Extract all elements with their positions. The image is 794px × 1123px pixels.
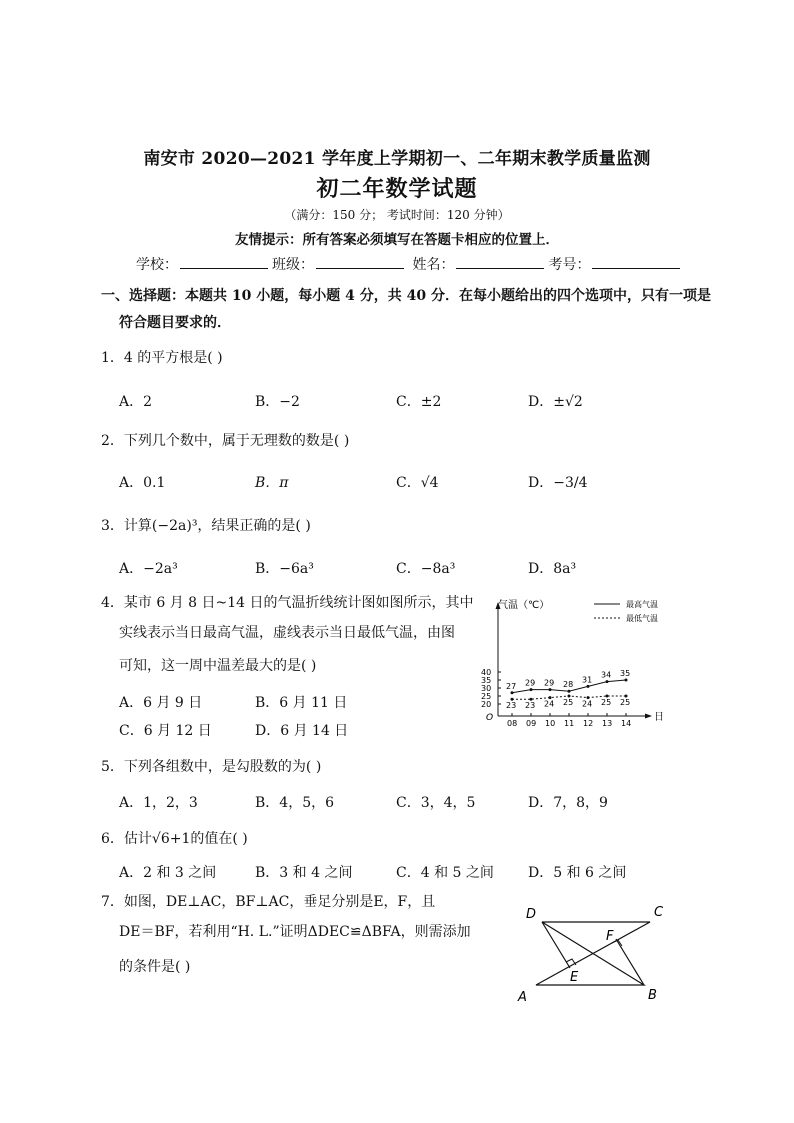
q5-option-a: A．1，2，3 [119, 795, 198, 811]
q4-option-b: B．6 月 11 日 [255, 695, 348, 711]
label-d: D [526, 907, 537, 922]
min-temp-label: 23 [525, 701, 536, 711]
q1-option-a: A．2 [119, 394, 153, 410]
legend-min: 最低气温 [626, 614, 658, 623]
question-4-stem-line2: 实线表示当日最高气温，虚线表示当日最低气温，由图 [119, 625, 455, 641]
max-temp-label: 31 [582, 675, 593, 685]
segment-bf [616, 939, 644, 985]
school-label: 学校： [136, 257, 178, 273]
q2-option-a: A．0.1 [119, 475, 166, 491]
x-tick-label: 10 [545, 719, 556, 726]
q6-option-b: B．3 和 4 之间 [255, 865, 353, 881]
min-temp-label: 25 [620, 698, 631, 707]
max-temp-point [606, 680, 609, 683]
q6-option-a: A．2 和 3 之间 [119, 865, 217, 881]
y-tick-label: 20 [481, 700, 492, 709]
temperature-line-chart [476, 594, 672, 726]
x-tick-label: 09 [526, 719, 537, 726]
origin-label: O [486, 713, 494, 723]
question-4-stem-line1: 4．某市 6 月 8 日~14 日的气温折线统计图如图所示，其中 [101, 595, 474, 611]
label-c: C [654, 905, 664, 920]
max-temp-point [568, 690, 571, 693]
q6-option-c: C．4 和 5 之间 [396, 865, 494, 881]
q2-option-b: B．π [255, 475, 289, 491]
label-b: B [648, 988, 657, 1003]
school-blank [180, 256, 268, 269]
exam-title: 南安市 2020—2021 学年度上学期初一、二年期末教学质量监测 [143, 149, 651, 169]
y-axis-label: 气温（℃） [498, 600, 550, 611]
question-5-stem: 5．下列各组数中，是勾股数的为( ) [101, 759, 322, 775]
max-temp-point [549, 688, 552, 691]
min-temp-label: 24 [544, 699, 555, 709]
name-blank [456, 256, 544, 269]
q4-option-c: C．6 月 12 日 [119, 723, 212, 739]
label-a: A [518, 990, 527, 1005]
min-temp-label: 24 [582, 699, 593, 709]
question-2-stem: 2．下列几个数中，属于无理数的数是( ) [101, 433, 350, 449]
q4-option-d: D．6 月 14 日 [255, 723, 349, 739]
q2-option-c: C．√4 [396, 475, 439, 491]
max-temp-label: 27 [506, 681, 517, 691]
y-tick-label: 35 [481, 676, 492, 685]
q5-option-d: D．7，8，9 [528, 795, 608, 811]
class-blank [316, 256, 404, 269]
segment-de [542, 922, 570, 968]
question-7-stem-line3: 的条件是( ) [119, 959, 191, 975]
question-6-stem: 6．估计√6+1的值在( ) [101, 831, 248, 847]
section-heading: 一、选择题：本题共 10 小题，每小题 4 分，共 40 分．在每小题给出的四个选项中，只有一项是 [101, 288, 711, 304]
max-temp-point [530, 688, 533, 691]
question-4-stem-line3: 可知，这一周中温差最大的是( ) [119, 658, 317, 674]
x-tick-label: 11 [564, 719, 575, 726]
q2-option-d: D．−3/4 [528, 475, 588, 491]
x-tick-label: 08 [507, 719, 518, 726]
max-temp-label: 29 [544, 678, 555, 688]
right-angle-f [612, 940, 622, 946]
x-tick-label: 12 [583, 719, 594, 726]
question-3-stem: 3．计算(−2a)³，结果正确的是( ) [101, 518, 311, 534]
max-temp-label: 35 [620, 669, 631, 678]
q5-option-b: B．4，5，6 [255, 795, 335, 811]
x-tick-label: 14 [621, 719, 632, 726]
q3-option-d: D．8a³ [528, 561, 577, 577]
y-tick-label: 40 [481, 668, 492, 677]
figure-outline [536, 922, 650, 985]
y-tick-label: 25 [481, 692, 492, 701]
max-temp-label: 28 [563, 680, 574, 690]
geometry-figure-7 [508, 900, 678, 1010]
question-1-stem: 1．4 的平方根是( ) [101, 350, 223, 366]
q3-option-c: C．−8a³ [396, 561, 456, 577]
max-temp-label: 34 [601, 670, 612, 680]
label-e: E [570, 970, 579, 985]
max-temp-point [587, 685, 590, 688]
legend-max: 最高气温 [626, 600, 658, 609]
y-tick-label: 30 [481, 684, 492, 693]
number-label: 考号： [548, 257, 591, 273]
student-info-fields [136, 254, 684, 274]
q5-option-c: C．3，4，5 [396, 795, 476, 811]
x-axis-label: 日 [654, 712, 664, 723]
min-temp-label: 25 [563, 698, 574, 707]
q1-option-b: B．−2 [255, 394, 300, 410]
q6-option-d: D．5 和 6 之间 [528, 865, 627, 881]
question-7-stem-line2: DE＝BF，若利用“H. L.”证明ΔDEC≌ΔBFA，则需添加 [119, 924, 471, 940]
number-blank [592, 256, 680, 269]
min-temp-label: 23 [506, 701, 517, 711]
section-heading-cont: 符合题目要求的． [119, 315, 231, 331]
x-axis-arrow [645, 714, 652, 719]
exam-subtitle: 初二年数学试题 [316, 176, 478, 202]
max-temp-label: 29 [525, 678, 536, 688]
q4-option-a: A．6 月 9 日 [119, 695, 203, 711]
q1-option-d: D．±√2 [528, 394, 583, 410]
max-temp-point [511, 691, 514, 694]
name-label: 姓名： [412, 257, 455, 273]
min-temp-label: 25 [601, 698, 612, 707]
exam-tip: 友情提示：所有答案必须填写在答题卡相应的位置上． [235, 232, 559, 248]
max-temp-point [625, 679, 628, 682]
class-label: 班级： [272, 257, 314, 273]
q3-option-b: B．−6a³ [255, 561, 314, 577]
x-tick-label: 13 [602, 719, 613, 726]
question-7-stem-line1: 7．如图，DE⊥AC，BF⊥AC，垂足分别是E，F，且 [101, 894, 436, 910]
q3-option-a: A．−2a³ [119, 561, 178, 577]
exam-meta: （满分：150 分； 考试时间：120 分钟） [284, 208, 510, 222]
label-f: F [606, 929, 614, 944]
q1-option-c: C．±2 [396, 394, 442, 410]
